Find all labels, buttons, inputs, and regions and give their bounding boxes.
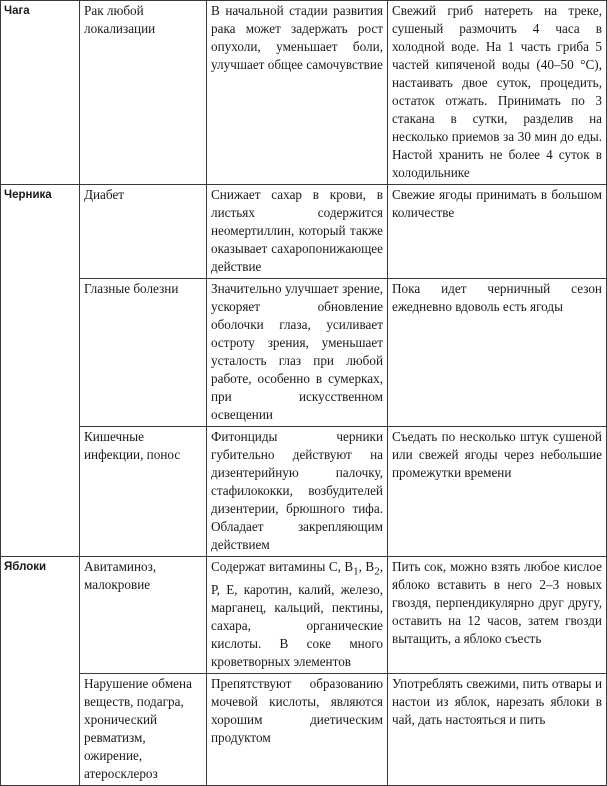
action-text: , В [358, 559, 375, 574]
table-row [1, 673, 607, 785]
action-cell: Значительно улучшает зрение, ускоряет обновление оболочки глаза, усиливает остроту зрения, уменьшает усталость глаз при любой работе, особенно в сумерках, при искусственном освещении [207, 279, 388, 427]
action-text: , Р, Е, каротин, калий, железо, марганец, кальций, пектины, сахара, органические кислоты. В соке много кроветворных элементов [211, 559, 384, 669]
recipe-cell: Пока идет черничный сезон ежедневно вдоволь есть ягоды [388, 279, 607, 427]
recipe-cell: Свежие ягоды принимать в большом количестве [388, 185, 607, 279]
action-cell: Препятствуют образованию мочевой кислоты, являются хорошим диетическим продуктом [207, 673, 388, 785]
recipe-cell: Пить сок, можно взять любое кислое яблоко вставить в него 2–3 новых гвоздя, перпендикулярно друг другу, оставить на 12 часов, затем гвозди вытащить, а яблоко съесть [388, 557, 607, 674]
table-row [1, 427, 607, 557]
recipe-cell: Съедать по несколько штук сушеной или свежей ягоды через небольшие промежутки времени [388, 427, 607, 557]
disease-cell: Нарушение обмена веществ, подагра, хронический ревматизм, ожирение, атеросклероз [80, 673, 207, 785]
action-text: Содержат витамины С, В [211, 559, 354, 574]
action-cell [207, 557, 388, 674]
recipe-cell: Свежий гриб натереть на треке, сушеный размочить 4 часа в холодной воде. На 1 часть гриба 5 частей кипяченой воды (40–50 °С), настаивать двое суток, процедить, остаток отжать. Принимать по 3 стакана в сутки, разделив на несколько приемов за 30 мин до еды. Настой хранить не более 4 суток в холодильнике [388, 1, 607, 185]
vitamin-subscript: 1 [353, 565, 359, 578]
disease-cell: Глазные болезни [80, 279, 207, 427]
table-row [1, 279, 607, 427]
plant-name-cell: Черника [1, 185, 80, 557]
table-row [1, 557, 607, 674]
disease-cell: Авитаминоз, малокровие [80, 557, 207, 674]
disease-cell: Кишечные инфекции, понос [80, 427, 207, 557]
recipe-cell: Употреблять свежими, пить отвары и настои из яблок, нарезать яблоки в чай, дать настояться и пить [388, 673, 607, 785]
plant-name-cell: Чага [1, 1, 80, 185]
disease-cell: Рак любой локализации [80, 1, 207, 185]
action-cell: В начальной стадии развития рака может задержать рост опухоли, уменьшает боли, улучшает общее самочувствие [207, 1, 388, 185]
table-row [1, 185, 607, 279]
vitamin-subscript: 2 [374, 565, 380, 578]
plant-name-cell: Яблоки [1, 557, 80, 786]
disease-cell: Диабет [80, 185, 207, 279]
table-row [1, 1, 607, 185]
action-cell: Фитонциды черники губительно действуют на дизентерийную палочку, стафилококки, возбудителей дизентерии, брюшного тифа. Обладает закрепляющим действием [207, 427, 388, 557]
action-cell: Снижает сахар в крови, в листьях содержится неомертиллин, который также оказывает сахаропонижающее действие [207, 185, 388, 279]
